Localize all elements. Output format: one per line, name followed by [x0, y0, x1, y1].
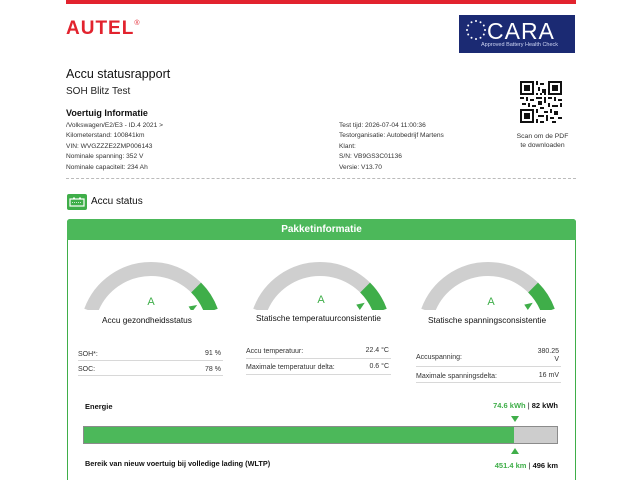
autel-logo	[66, 18, 141, 40]
test-time: Test tijd: 2026-07-04 11:00:36	[339, 122, 426, 129]
range-values	[495, 461, 558, 470]
metric-row	[246, 359, 391, 375]
metric-row	[416, 346, 561, 367]
range-current: 451.4 km	[494, 461, 527, 470]
energy-marker-top	[511, 416, 519, 422]
gauge-health-grade: A	[147, 296, 155, 308]
qr-caption-line1: Scan om de PDF	[516, 133, 569, 140]
cara-badge-title: CARA	[487, 18, 555, 44]
battery-status-label: Accu status	[91, 196, 143, 207]
vehicle-nominal-capacity: Nominale capaciteit: 234 Ah	[66, 163, 148, 171]
vehicle-vin: VIN: WVGZZZE2ZMP006143	[66, 142, 153, 150]
range-separator: |	[526, 461, 533, 470]
metric-key: Maximale temperatuur delta:	[246, 364, 335, 371]
gauge-pointer	[524, 303, 533, 310]
gauge-temperature-grade: A	[317, 294, 325, 306]
metric-value	[538, 348, 559, 364]
metric-key: Maximale spanningsdelta:	[416, 373, 497, 380]
brand-registered-mark: ®	[134, 20, 141, 27]
customer: Klant:	[339, 142, 356, 150]
cara-badge	[459, 15, 575, 53]
vehicle-model: /Volkswagen/E2/E3 - ID.4 2021 >	[66, 122, 163, 129]
metric-value-number: 380.25	[537, 348, 559, 355]
gauge-voltage-grade: A	[487, 296, 495, 308]
metric-row	[78, 346, 223, 361]
vehicle-info-heading: Voertuig Informatie	[66, 108, 148, 118]
pack-info-heading: Pakketinformatie	[67, 219, 576, 240]
brand-name: AUTEL	[66, 18, 135, 39]
vehicle-info-left	[66, 121, 163, 173]
gauge-pointer	[356, 303, 365, 310]
energy-separator: |	[525, 401, 532, 410]
metric-value: 16 mV	[538, 372, 559, 379]
vehicle-mileage: Kilometerstand: 100841km	[66, 132, 145, 140]
energy-values	[493, 401, 558, 410]
report-title: Accu statusrapport	[66, 67, 171, 81]
cara-badge-subtitle: Approved Battery Health Check	[481, 42, 559, 48]
qr-caption-line2: te downloaden	[520, 142, 565, 149]
metric-key: SOC:	[78, 366, 96, 373]
metric-value: 91 %	[205, 350, 221, 357]
header-accent-line	[66, 0, 576, 4]
energy-label: Energie	[85, 402, 113, 411]
vehicle-nominal-voltage: Nominale spanning: 352 V	[66, 153, 144, 161]
range-label: Bereik van nieuw voertuig bij volledige lading (WLTP)	[85, 459, 271, 468]
test-organisation: Testorganisatie: Autobedrijf Martens	[339, 132, 444, 140]
report-subtitle: SOH Blitz Test	[66, 86, 131, 97]
energy-bar-fill	[84, 427, 514, 443]
metric-value: 0.6 °C	[369, 363, 389, 370]
metric-value: 78 %	[205, 366, 221, 373]
metric-row	[246, 343, 391, 359]
energy-total: 82 kWh	[531, 401, 558, 410]
software-version: Versie: V13.70	[339, 163, 382, 171]
metrics-health	[78, 346, 223, 378]
metric-row	[78, 361, 223, 376]
metric-row	[416, 367, 561, 383]
gauge-grade-zone	[196, 288, 211, 310]
energy-bar	[83, 426, 558, 444]
metric-key: Accuspanning:	[416, 354, 462, 361]
energy-current: 74.6 kWh	[493, 401, 526, 410]
eu-stars-icon	[465, 19, 487, 41]
section-divider	[66, 178, 576, 179]
qr-caption	[505, 132, 580, 150]
metrics-temperature	[246, 343, 391, 375]
metric-value: 22.4 °C	[365, 347, 389, 354]
metrics-voltage	[416, 346, 561, 384]
range-total: 496 km	[532, 461, 558, 470]
gauge-grade-zone	[365, 288, 380, 310]
energy-marker-bottom	[511, 448, 519, 454]
battery-status-icon	[67, 194, 87, 210]
gauge-pointer	[189, 305, 198, 310]
gauge-health-title: Accu gezondheidsstatus	[102, 315, 192, 325]
gauge-grade-zone	[533, 288, 548, 310]
metric-key: Accu temperatuur:	[246, 348, 304, 355]
gauge-voltage-title: Statische spanningsconsistentie	[428, 315, 547, 325]
gauge-temperature-title: Statische temperatuurconsistentie	[256, 313, 381, 323]
qr-code[interactable]	[520, 81, 562, 123]
metric-key: SOH*:	[78, 351, 98, 358]
metric-value-unit: V	[554, 356, 559, 363]
vehicle-info-right	[339, 121, 444, 173]
serial-number: S/N: VB9GS3C01136	[339, 153, 402, 161]
